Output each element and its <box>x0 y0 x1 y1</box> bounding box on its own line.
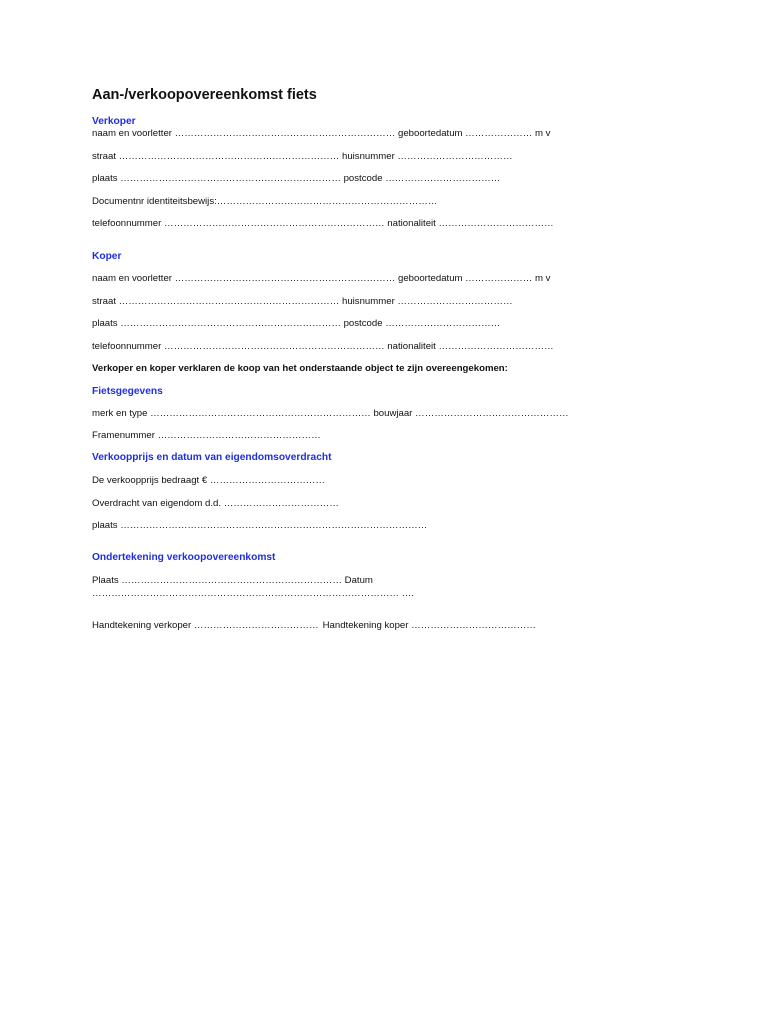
signature-line <box>92 620 536 632</box>
price-amount-line: De verkoopprijs bedraagt € ……………………………… <box>92 475 325 486</box>
buyer-heading: Koper <box>92 251 122 262</box>
seller-document-line: Documentnr identiteitsbewijs:…………………………………………………………… <box>92 196 438 207</box>
buyer-place-line: plaats …………………………………………………………… postcode ……………………………… <box>92 318 501 329</box>
price-place-line: plaats …………………………………………………………………………………… <box>92 520 428 531</box>
seller-signature-field: Handtekening verkoper ………………………………… <box>92 620 319 631</box>
signing-place-date-line: Plaats …………………………………………………………… Datum <box>92 575 373 586</box>
buyer-name-line: naam en voorletter …………………………………………………………… geboortedatum ………………… m v <box>92 273 551 284</box>
declaration-text: Verkoper en koper verklaren de koop van het onderstaande object te zijn overeengekomen: <box>92 363 508 374</box>
transfer-date-line: Overdracht van eigendom d.d. ……………………………… <box>92 498 339 509</box>
seller-name-line: naam en voorletter …………………………………………………………… geboortedatum ………………… m v <box>92 128 551 139</box>
document-title: Aan-/verkoopovereenkomst fiets <box>92 87 317 103</box>
seller-street-line: straat …………………………………………………………… huisnummer ……………………………… <box>92 151 513 162</box>
bike-heading: Fietsgegevens <box>92 386 163 397</box>
seller-heading: Verkoper <box>92 116 136 127</box>
signing-date-line: …………………………………………………………………………………… …. <box>92 588 414 599</box>
seller-place-line: plaats …………………………………………………………… postcode ……………………………… <box>92 173 501 184</box>
buyer-street-line: straat …………………………………………………………… huisnummer ……………………………… <box>92 296 513 307</box>
signing-heading: Ondertekening verkoopovereenkomst <box>92 552 276 563</box>
buyer-signature-field: Handtekening koper ………………………………… <box>322 620 536 631</box>
price-heading: Verkoopprijs en datum van eigendomsoverdracht <box>92 452 332 463</box>
bike-frame-line: Framenummer …………………………………………… <box>92 430 321 441</box>
seller-phone-line: telefoonnummer …………………………………………………………… nationaliteit ……………………………… <box>92 218 554 229</box>
bike-brand-line: merk en type …………………………………………………………… bouwjaar ………………………………………… <box>92 408 569 419</box>
buyer-phone-line: telefoonnummer …………………………………………………………… nationaliteit ……………………………… <box>92 341 554 352</box>
